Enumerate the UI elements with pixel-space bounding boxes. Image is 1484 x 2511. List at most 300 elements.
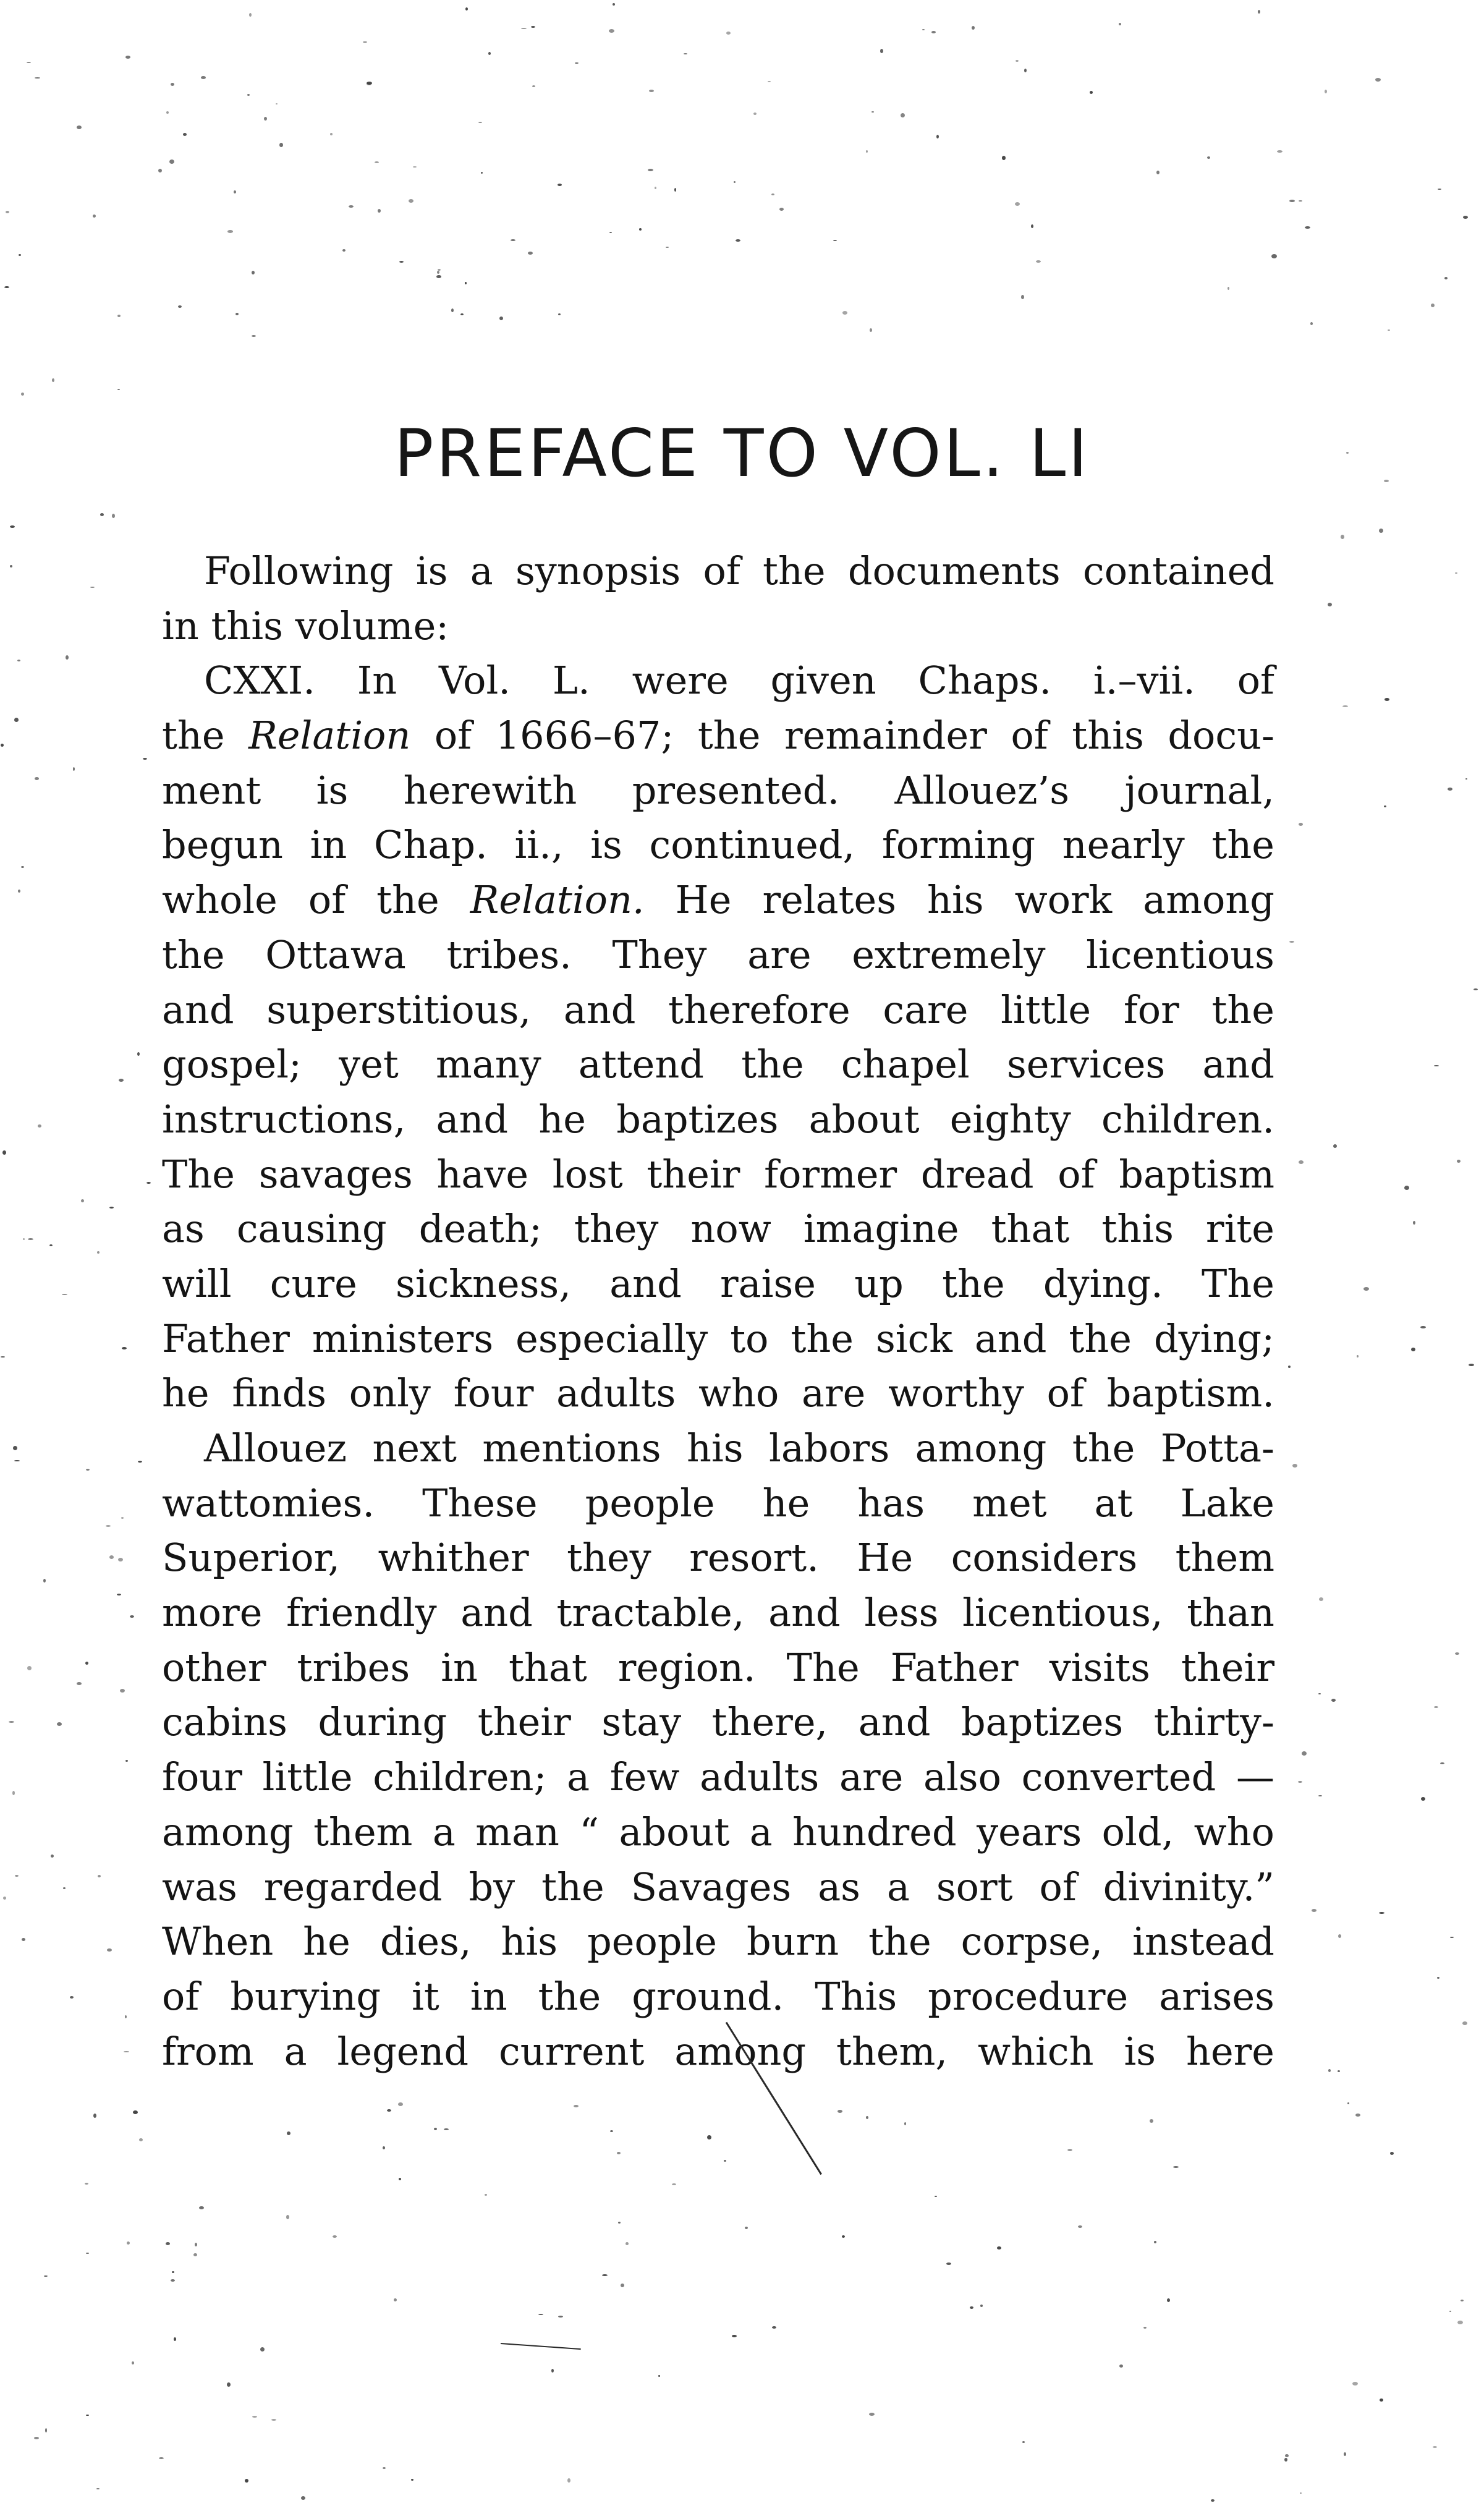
text-line: the Ottawa tribes. They are extremely licentious	[162, 932, 1274, 977]
paper-speck	[85, 2183, 88, 2185]
paper-speck	[732, 2335, 737, 2337]
paper-speck	[143, 758, 147, 760]
paper-speck	[684, 53, 687, 54]
paper-speck	[6, 211, 9, 213]
paper-speck	[880, 49, 883, 53]
paper-speck	[124, 2051, 129, 2052]
paper-speck	[869, 2413, 875, 2416]
paper-speck	[66, 655, 69, 660]
paper-speck	[1300, 2492, 1302, 2494]
paper-speck	[1342, 705, 1348, 707]
italic-relation: Relation	[248, 713, 411, 758]
paper-speck	[100, 513, 104, 516]
paper-speck	[62, 1294, 67, 1295]
paper-speck	[413, 166, 417, 168]
text-line: of burying it in the ground. This procedure arises	[162, 1973, 1274, 2019]
paper-speck	[411, 2479, 413, 2481]
text-line: CXXI. In Vol. L. were given Chaps. i.–vii. of	[204, 658, 1274, 703]
paper-speck	[57, 1722, 62, 1726]
paper-speck	[1449, 2311, 1451, 2312]
paper-speck	[287, 2131, 290, 2135]
paper-speck	[199, 2206, 204, 2209]
paper-speck	[1455, 572, 1457, 574]
text-line: When he dies, his people burn the corpse, instead	[162, 1919, 1274, 1965]
paper-speck	[34, 2437, 39, 2439]
paper-speck	[271, 2419, 276, 2421]
paper-speck	[521, 28, 527, 29]
paper-speck	[260, 2347, 265, 2352]
paper-speck	[1211, 2499, 1215, 2502]
paper-speck	[137, 1052, 140, 1056]
paper-speck	[43, 1579, 46, 1583]
paper-speck	[1384, 805, 1386, 807]
paper-speck	[109, 1207, 114, 1209]
paper-speck	[49, 1244, 53, 1246]
paper-speck	[1433, 2446, 1437, 2448]
paper-speck	[93, 215, 96, 218]
paper-speck	[1156, 171, 1160, 174]
paper-speck	[1431, 304, 1435, 307]
paper-speck	[1380, 2398, 1383, 2402]
paper-speck	[13, 1446, 17, 1450]
text-line: Allouez next mentions his labors among the Potta-	[204, 1425, 1274, 1471]
text-line: was regarded by the Savages as a sort of divinity.”	[162, 1864, 1274, 1910]
paper-speck	[383, 2467, 386, 2469]
paper-speck	[970, 2306, 973, 2309]
paper-speck	[106, 1525, 111, 1527]
text-line: in this volume:	[162, 603, 449, 648]
paper-speck	[972, 26, 975, 30]
paper-speck	[1299, 823, 1303, 826]
paper-speck	[35, 777, 39, 780]
paper-speck	[1318, 1795, 1322, 1796]
paper-speck	[538, 2314, 543, 2315]
paper-speck	[1015, 202, 1020, 206]
paper-speck	[132, 2361, 134, 2364]
text-line: ment is herewith presented. Allouez’s journal,	[162, 767, 1274, 813]
paper-speck	[1440, 1762, 1444, 1764]
paper-speck	[434, 2128, 437, 2130]
paper-speck	[125, 2015, 127, 2018]
text-line: Father ministers especially to the sick and the dying;	[162, 1315, 1274, 1361]
paper-speck	[121, 1517, 124, 1519]
paper-speck	[655, 187, 656, 189]
paper-speck	[1021, 295, 1024, 299]
paper-speck	[73, 767, 75, 771]
paper-speck	[1457, 1160, 1461, 1163]
paper-speck	[460, 313, 464, 315]
paper-speck	[618, 2222, 621, 2224]
paper-speck	[1024, 69, 1027, 72]
paper-speck	[27, 62, 31, 63]
paper-speck	[451, 308, 454, 312]
paper-speck	[437, 271, 439, 274]
paper-speck	[1420, 1326, 1426, 1328]
paper-speck	[1002, 156, 1006, 160]
paper-speck	[936, 135, 939, 138]
paper-speck	[1457, 2321, 1463, 2324]
paper-speck	[227, 230, 233, 233]
paper-speck	[363, 41, 367, 43]
text-line: wattomies. These people he has met at Lake	[162, 1480, 1274, 1526]
paper-speck	[1341, 535, 1344, 539]
paper-speck	[1119, 2364, 1123, 2368]
paper-speck	[649, 90, 654, 92]
paper-speck	[1411, 1348, 1415, 1351]
paper-speck	[14, 718, 19, 722]
paper-speck	[558, 184, 562, 186]
paper-speck	[871, 111, 874, 113]
pen-scratch	[501, 2343, 581, 2350]
paper-speck	[117, 389, 120, 390]
paper-speck	[1344, 2452, 1346, 2456]
paper-speck	[1388, 329, 1390, 331]
paper-speck	[23, 1238, 25, 1240]
paper-speck	[1413, 1221, 1415, 1225]
paper-speck	[1173, 2166, 1179, 2168]
paper-speck	[51, 1855, 54, 1858]
paper-speck	[1119, 23, 1121, 25]
paper-speck	[1379, 529, 1383, 533]
paper-speck	[610, 2130, 613, 2132]
paper-speck	[980, 2305, 983, 2307]
paper-speck	[1, 744, 4, 747]
paper-speck	[558, 2316, 563, 2318]
paper-speck	[125, 56, 130, 59]
paper-speck	[842, 2235, 845, 2238]
paper-speck	[621, 2284, 624, 2287]
paper-speck	[1067, 2149, 1072, 2151]
paper-speck	[1357, 1355, 1359, 1357]
paper-speck	[478, 122, 482, 123]
paper-speck	[1463, 216, 1468, 219]
paper-speck	[276, 103, 278, 104]
paper-speck	[118, 1558, 123, 1561]
paper-speck	[77, 1682, 82, 1685]
paper-speck	[1384, 698, 1389, 701]
paper-speck	[399, 2178, 401, 2180]
paper-speck	[158, 169, 162, 172]
paper-speck	[639, 228, 642, 231]
paper-speck	[394, 2298, 397, 2301]
paper-speck	[4, 286, 9, 288]
text-line: he finds only four adults who are worthy of baptism.	[162, 1370, 1274, 1416]
paper-speck	[93, 2114, 96, 2118]
paper-speck	[1319, 1597, 1323, 1601]
paper-speck	[444, 2128, 449, 2130]
paper-speck	[488, 52, 491, 55]
paper-speck	[10, 565, 12, 567]
paper-speck	[14, 1460, 20, 1461]
paper-speck	[183, 133, 187, 136]
paper-speck	[946, 2262, 951, 2265]
text-line: whole of the Relation. He relates his work among	[162, 877, 1274, 923]
paper-speck	[12, 1791, 15, 1795]
paper-speck	[567, 2478, 570, 2483]
paper-speck	[726, 32, 731, 35]
paper-speck	[672, 2183, 676, 2185]
paper-speck	[499, 317, 503, 320]
paper-speck	[35, 77, 40, 79]
paper-speck	[1031, 224, 1033, 228]
paper-speck	[375, 161, 379, 163]
text-line: Following is a synopsis of the documents contained	[204, 548, 1274, 593]
paper-speck	[666, 247, 669, 248]
paper-speck	[342, 249, 346, 252]
paper-speck	[707, 2135, 711, 2139]
paper-speck	[1227, 287, 1229, 290]
paper-speck	[398, 2102, 403, 2106]
paper-speck	[234, 190, 236, 193]
paper-speck	[21, 866, 24, 868]
paper-speck	[227, 2382, 231, 2387]
paper-speck	[753, 113, 757, 115]
paper-speck	[21, 393, 24, 396]
paper-speck	[178, 305, 182, 308]
paper-speck	[81, 1199, 84, 1202]
paper-speck	[1285, 2454, 1289, 2457]
paper-speck	[195, 2243, 197, 2246]
paper-speck	[436, 275, 441, 278]
text-line: the Relation of 1666–67; the remainder of this docu-	[162, 713, 1274, 758]
paper-speck	[86, 2415, 89, 2416]
paper-speck	[86, 2253, 89, 2254]
paper-speck	[252, 271, 255, 274]
text-line: The savages have lost their former dread of baptism	[162, 1151, 1274, 1197]
paper-speck	[575, 62, 579, 64]
paper-speck	[252, 2416, 257, 2418]
paper-speck	[159, 2457, 164, 2459]
paper-speck	[1284, 2458, 1287, 2462]
paper-speck	[1299, 200, 1302, 202]
paper-speck	[609, 29, 614, 33]
paper-speck	[485, 2194, 487, 2196]
paper-speck	[1022, 2441, 1025, 2443]
text-line: will cure sickness, and raise up the dying. The	[162, 1260, 1274, 1306]
paper-speck	[171, 2279, 175, 2282]
paper-speck	[119, 1079, 124, 1082]
paper-speck	[1379, 1912, 1384, 1914]
paper-speck	[1289, 200, 1295, 202]
preface-body	[162, 544, 1274, 2079]
paper-speck	[27, 1666, 32, 1670]
paper-speck	[1312, 1909, 1317, 1912]
paper-speck	[367, 82, 372, 85]
paper-speck	[85, 1662, 88, 1665]
paper-speck	[3, 1897, 6, 1900]
paper-speck	[171, 83, 174, 86]
text-line: and superstitious, and therefore care little for the	[162, 987, 1274, 1032]
paper-speck	[465, 282, 467, 284]
paper-speck	[1154, 2241, 1156, 2243]
paper-speck	[1167, 2298, 1170, 2302]
paper-speck	[63, 1887, 66, 1889]
paper-speck	[117, 315, 121, 317]
text-line: other tribes in that region. The Father visits their	[162, 1644, 1274, 1690]
paper-speck	[10, 525, 15, 528]
paper-speck	[383, 2146, 385, 2149]
paper-speck	[201, 76, 206, 79]
paper-speck	[1473, 988, 1478, 990]
paper-speck	[866, 2116, 868, 2119]
paper-speck	[15, 1875, 19, 1877]
paper-speck	[866, 150, 868, 153]
paper-speck	[870, 328, 872, 332]
paper-speck	[511, 239, 515, 241]
paper-speck	[301, 2496, 305, 2500]
paper-speck	[28, 1238, 33, 1240]
paper-speck	[602, 2274, 608, 2276]
paper-speck	[558, 313, 561, 315]
paper-speck	[169, 159, 174, 164]
paper-speck	[1355, 2114, 1360, 2117]
paper-speck	[1338, 1934, 1341, 1938]
paper-speck	[22, 1938, 25, 1941]
paper-speck	[935, 2196, 937, 2197]
paper-speck	[613, 3, 615, 6]
paper-speck	[1347, 2102, 1349, 2104]
paper-speck	[609, 232, 612, 233]
paper-speck	[1292, 1464, 1297, 1468]
paper-speck	[1328, 2069, 1331, 2072]
paper-speck	[1305, 226, 1310, 229]
text-line: instructions, and he baptizes about eighty children.	[162, 1096, 1274, 1142]
paper-speck	[531, 26, 535, 28]
paper-speck	[674, 188, 676, 192]
paper-speck	[1258, 10, 1260, 14]
paper-speck	[771, 193, 774, 195]
paper-speck	[779, 208, 784, 211]
paper-speck	[387, 2109, 391, 2112]
paper-speck	[38, 1124, 41, 1128]
paper-speck	[1271, 254, 1277, 258]
paper-speck	[17, 660, 20, 661]
paper-speck	[625, 2242, 629, 2245]
paper-speck	[138, 1461, 142, 1463]
paper-speck	[1455, 1652, 1459, 1655]
paper-speck	[193, 2253, 197, 2256]
paper-speck	[1465, 778, 1467, 780]
paper-speck	[1331, 1699, 1336, 1702]
paper-speck	[931, 31, 936, 33]
paper-speck	[378, 209, 381, 213]
paper-speck	[1150, 2119, 1153, 2123]
paper-speck	[139, 2138, 143, 2141]
paper-speck	[1299, 1160, 1304, 1164]
paper-speck	[166, 111, 169, 114]
paper-speck	[1448, 788, 1452, 791]
paper-speck	[109, 1555, 114, 1559]
paper-speck	[734, 181, 736, 183]
text-line: from a legend current among them, which is here	[162, 2028, 1274, 2074]
paper-speck	[286, 2215, 289, 2219]
paper-speck	[724, 2160, 726, 2162]
paper-speck	[45, 2428, 47, 2432]
paper-speck	[1462, 2021, 1467, 2025]
paper-speck	[2, 1150, 6, 1155]
paper-speck	[833, 240, 837, 241]
paper-speck	[90, 587, 95, 588]
paper-speck	[997, 2246, 1001, 2250]
paper-speck	[1318, 1693, 1321, 1694]
paper-speck	[279, 143, 283, 147]
text-line: more friendly and tractable, and less licentious, than	[162, 1590, 1274, 1636]
paper-speck	[122, 1347, 127, 1349]
paper-speck	[481, 172, 483, 174]
paper-speck	[1090, 91, 1093, 94]
page-title: PREFACE TO VOL. LI	[394, 415, 1090, 492]
paper-speck	[1325, 90, 1327, 93]
text-line: gospel; yet many attend the chapel services and	[162, 1042, 1274, 1087]
paper-speck	[1434, 1065, 1439, 1066]
paper-speck	[1461, 2300, 1464, 2301]
paper-speck	[1450, 1937, 1454, 1938]
paper-speck	[19, 254, 21, 256]
paper-speck	[174, 2337, 176, 2341]
paper-speck	[532, 85, 535, 87]
paper-speck	[768, 81, 771, 82]
paper-speck	[9, 1721, 14, 1723]
text-line: among them a man “ about a hundred years old, who	[162, 1809, 1274, 1855]
text-line: begun in Chap. ii., is continued, forming nearly the	[162, 822, 1274, 868]
paper-speck	[1288, 1366, 1291, 1368]
paper-speck	[96, 2488, 100, 2489]
paper-speck	[44, 2275, 48, 2277]
paper-speck	[245, 2479, 248, 2483]
paper-speck	[551, 2369, 554, 2373]
paper-speck	[772, 2326, 776, 2329]
paper-speck	[235, 313, 239, 315]
paper-speck	[1207, 156, 1210, 159]
text-line: Superior, whither they resort. He considers them	[162, 1535, 1274, 1581]
paper-speck	[52, 378, 54, 382]
paper-speck	[1289, 941, 1294, 943]
paper-speck	[333, 2235, 337, 2238]
paper-speck	[166, 2242, 170, 2245]
paper-speck	[86, 1469, 90, 1471]
paper-speck	[146, 1182, 151, 1184]
paper-speck	[736, 239, 740, 242]
text-line: cabins during their stay there, and baptizes thirty-	[162, 1699, 1274, 1745]
paper-speck	[617, 2152, 621, 2154]
paper-speck	[745, 2227, 748, 2229]
paper-speck	[249, 13, 252, 17]
paper-speck	[399, 261, 404, 263]
paper-speck	[1363, 1287, 1369, 1291]
paper-speck	[133, 2110, 138, 2114]
paper-speck	[1078, 2225, 1082, 2228]
paper-speck	[120, 1689, 125, 1693]
paper-speck	[842, 311, 847, 315]
paper-speck	[1444, 277, 1448, 279]
paper-speck	[1434, 1706, 1438, 1708]
paper-speck	[70, 1996, 74, 1999]
paper-speck	[1143, 2327, 1147, 2329]
paper-speck	[130, 1615, 134, 1618]
paper-speck	[528, 252, 533, 255]
paper-speck	[330, 133, 333, 135]
paper-speck	[1375, 78, 1381, 82]
paper-speck	[648, 169, 653, 171]
paper-speck	[1352, 2382, 1358, 2386]
paper-speck	[97, 1251, 100, 1254]
paper-speck	[1438, 189, 1441, 190]
paper-speck	[658, 2375, 660, 2377]
paper-speck	[247, 94, 250, 96]
paper-speck	[409, 199, 413, 203]
paper-speck	[112, 514, 115, 518]
paper-speck	[1421, 1797, 1425, 1801]
